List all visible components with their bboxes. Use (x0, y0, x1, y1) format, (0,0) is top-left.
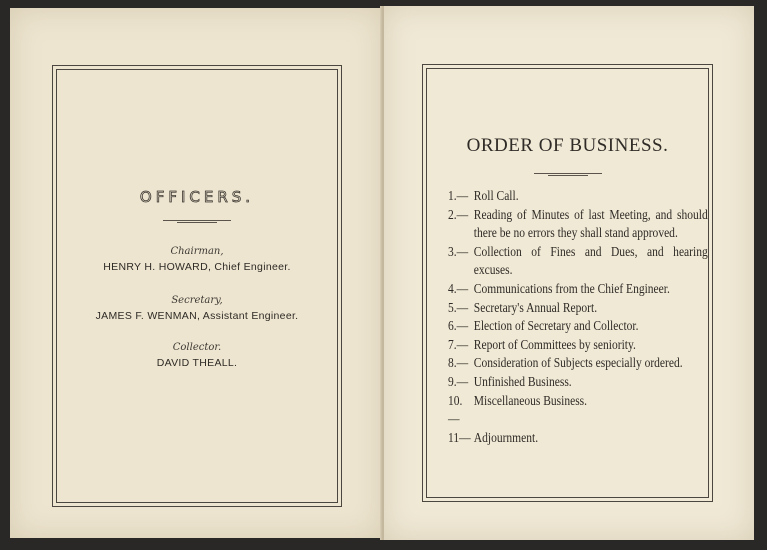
item-number: 8.— (448, 355, 469, 371)
officer-name-collector: DAVID THEALL. (156, 357, 238, 369)
list-item (448, 392, 708, 429)
list-item (448, 243, 708, 280)
item-number: 11— (448, 429, 471, 445)
item-number: 1.— (448, 188, 469, 203)
item-text: Secretary's Annual Report. (473, 299, 598, 315)
officer-role-chairman: Chairman, (170, 246, 224, 257)
item-number: 10.— (448, 392, 463, 427)
item-text: Report of Committees by seniority. (473, 336, 636, 352)
list-item (448, 187, 708, 206)
item-number: 6.— (448, 318, 469, 334)
list-item (448, 373, 708, 392)
item-number: 7.— (448, 336, 469, 352)
item-number: 5.— (448, 299, 469, 315)
item-number: 4.— (448, 280, 469, 296)
list-item (448, 317, 708, 336)
list-item (448, 429, 708, 448)
officers-ornament-rule (163, 216, 231, 221)
list-item (448, 354, 708, 373)
item-text: Collection of Fines and Dues, and hearing excuses. (473, 243, 708, 278)
item-text: Adjournment. (473, 429, 539, 445)
item-number: 3.— (448, 243, 469, 259)
list-item (448, 280, 708, 299)
list-item (448, 299, 708, 318)
right-page (384, 6, 754, 540)
business-ornament-rule (534, 169, 602, 174)
list-item (448, 206, 708, 243)
item-text: Roll Call. (473, 188, 519, 203)
item-text: Unfinished Business. (473, 373, 572, 389)
item-number: 2.— (448, 206, 469, 222)
order-of-business-list (448, 187, 708, 447)
list-item (448, 336, 708, 355)
item-text: Communications from the Chief Engineer. (473, 280, 670, 296)
item-text: Consideration of Subjects especially ordered. (473, 355, 683, 371)
officer-role-collector: Collector. (172, 342, 222, 353)
left-page (10, 8, 382, 538)
officer-role-secretary: Secretary, (171, 295, 223, 306)
item-text: Miscellaneous Business. (473, 392, 588, 408)
left-page-border-inner (56, 69, 338, 503)
right-page-border (422, 64, 713, 502)
left-page-border (52, 65, 342, 507)
item-number: 9.— (448, 373, 469, 389)
officers-heading: OFFICERS. (139, 188, 255, 206)
item-text: Election of Secretary and Collector. (473, 318, 639, 334)
item-text: Reading of Minutes of last Meeting, and should there be no errors they shall stand approved. (473, 206, 708, 241)
right-page-border-inner (426, 68, 709, 498)
officer-name-secretary: JAMES F. WENMAN, Assistant Engineer. (95, 310, 299, 322)
order-of-business-heading: ORDER OF BUSINESS. (466, 135, 669, 156)
officer-name-chairman: HENRY H. HOWARD, Chief Engineer. (103, 261, 291, 273)
